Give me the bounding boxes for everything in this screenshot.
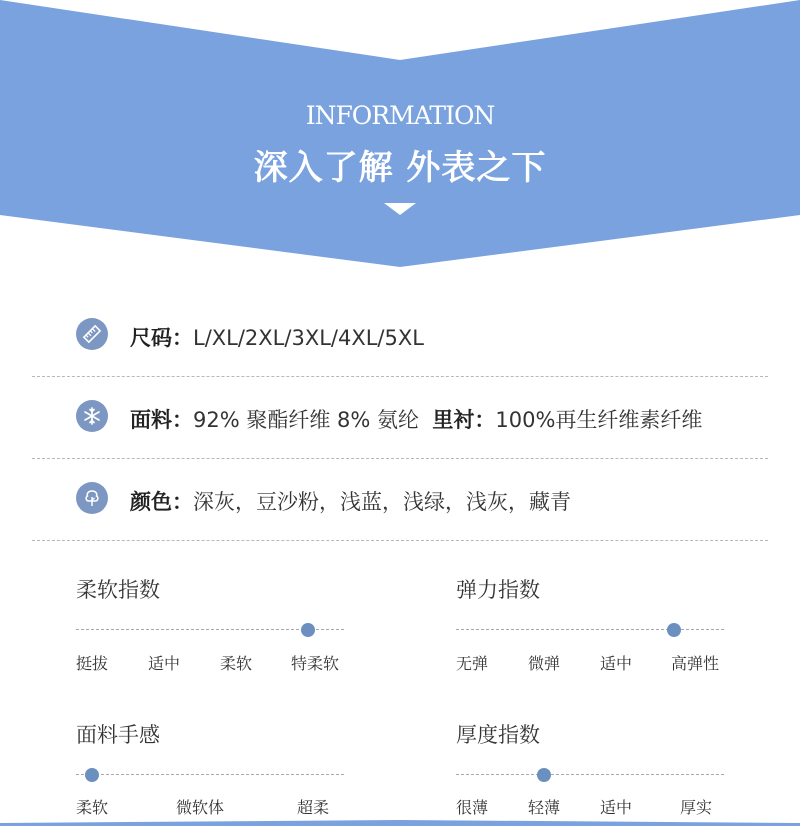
scale-label: 高弹性 [671,654,720,673]
scale-line [456,629,724,630]
spec-text-size [130,322,424,352]
scale-marker [537,768,551,782]
banner-english-title: INFORMATION [305,101,495,130]
scale-label: 柔软 [76,798,109,817]
ruler-icon [76,318,108,350]
banner-chinese-title: 深入了解 外表之下 [253,148,547,188]
scale-marker [85,768,99,782]
color-label: 颜色： [130,490,193,514]
index-title: 厚度指数 [456,723,540,747]
chevron-down-icon [384,203,416,215]
lining-value: 100%再生纤维素纤维 [495,408,703,432]
snowflake-icon [76,400,108,432]
scale-label: 很薄 [456,798,489,817]
scale-line [456,774,724,775]
size-label: 尺码： [130,326,193,350]
spec-row-color [0,482,800,522]
fabric-label: 面料： [130,408,193,432]
divider [32,376,768,377]
scale-label: 适中 [148,654,181,673]
scale-label: 挺拔 [76,654,109,673]
color-value: 深灰，豆沙粉，浅蓝，浅绿，浅灰，藏青 [193,490,571,514]
spec-text-fabric [130,404,702,434]
scale-label: 厚实 [680,798,713,817]
scale-label: 无弹 [456,654,489,673]
index-title: 柔软指数 [76,578,160,602]
lining-label: 里衬： [432,408,496,432]
scale-label: 适中 [600,654,633,673]
banner-background [0,0,800,270]
scale-line [76,774,344,775]
fabric-value: 92% 聚酯纤维 8% 氨纶 [193,408,420,432]
scale-label: 微弹 [528,654,561,673]
index-title: 面料手感 [76,723,160,747]
divider [32,458,768,459]
tree-icon [76,482,108,514]
spec-text-color [130,486,571,516]
scale-marker [667,623,681,637]
divider [32,540,768,541]
index-title: 弹力指数 [456,578,540,602]
scale-label: 轻薄 [528,798,561,817]
scale-label: 柔软 [220,654,253,673]
scale-label: 特柔软 [291,654,340,673]
scale-label: 微软体 [176,798,225,817]
spec-row-size [0,318,800,358]
bottom-accent-edge [0,820,800,826]
spec-row-fabric [0,400,800,440]
scale-label: 超柔 [297,798,330,817]
size-value: L/XL/2XL/3XL/4XL/5XL [193,326,424,350]
scale-label: 适中 [600,798,633,817]
scale-marker [301,623,315,637]
